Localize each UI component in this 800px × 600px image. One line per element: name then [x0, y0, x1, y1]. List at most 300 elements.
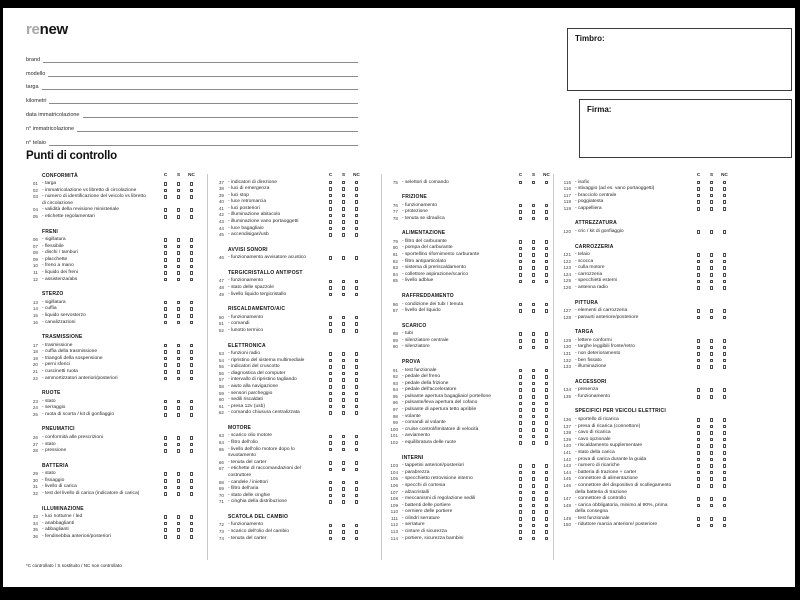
checkbox-c[interactable] [697, 388, 700, 392]
checkbox-c[interactable] [519, 537, 522, 541]
checkbox-s[interactable] [177, 215, 180, 219]
checkbox-c[interactable] [697, 464, 700, 468]
checkbox-nc[interactable] [723, 266, 726, 270]
checkbox-s[interactable] [532, 210, 535, 214]
checkbox-nc[interactable] [723, 451, 726, 455]
checkbox-s[interactable] [177, 314, 180, 318]
checkbox-nc[interactable] [723, 395, 726, 399]
checkbox-s[interactable] [532, 477, 535, 481]
checkbox-c[interactable] [697, 484, 700, 488]
checkbox-nc[interactable] [723, 187, 726, 191]
checkbox-s[interactable] [532, 382, 535, 386]
checkbox-nc[interactable] [545, 382, 548, 386]
checkbox-c[interactable] [697, 477, 700, 481]
checkbox-c[interactable] [697, 260, 700, 264]
checkbox-nc[interactable] [545, 421, 548, 425]
checkbox-c[interactable] [164, 377, 167, 381]
checkbox-s[interactable] [177, 486, 180, 490]
checkbox-s[interactable] [177, 406, 180, 410]
checkbox-c[interactable] [697, 309, 700, 313]
checkbox-c[interactable] [164, 443, 167, 447]
checkbox-nc[interactable] [545, 395, 548, 399]
checkbox-s[interactable] [710, 395, 713, 399]
checkbox-s[interactable] [342, 233, 345, 237]
checkbox-c[interactable] [519, 477, 522, 481]
checkbox-nc[interactable] [190, 265, 193, 269]
checkbox-c[interactable] [519, 435, 522, 439]
checkbox-c[interactable] [164, 314, 167, 318]
form-field-write-line[interactable] [42, 84, 358, 90]
checkbox-c[interactable] [519, 181, 522, 185]
checkbox-s[interactable] [710, 346, 713, 350]
checkbox-c[interactable] [697, 352, 700, 356]
checkbox-s[interactable] [177, 363, 180, 367]
checkbox-nc[interactable] [190, 363, 193, 367]
checkbox-c[interactable] [164, 251, 167, 255]
checkbox-s[interactable] [710, 471, 713, 475]
checkbox-nc[interactable] [190, 344, 193, 348]
checkbox-c[interactable] [329, 524, 332, 528]
checkbox-nc[interactable] [723, 207, 726, 211]
checkbox-s[interactable] [532, 266, 535, 270]
checkbox-nc[interactable] [545, 510, 548, 514]
checkbox-s[interactable] [710, 286, 713, 290]
checkbox-nc[interactable] [190, 350, 193, 354]
checkbox-nc[interactable] [545, 491, 548, 495]
checkbox-s[interactable] [342, 461, 345, 465]
checkbox-c[interactable] [164, 436, 167, 440]
checkbox-c[interactable] [519, 484, 522, 488]
checkbox-c[interactable] [329, 286, 332, 290]
checkbox-c[interactable] [164, 265, 167, 269]
checkbox-nc[interactable] [355, 322, 358, 326]
checkbox-nc[interactable] [545, 181, 548, 185]
checkbox-c[interactable] [697, 471, 700, 475]
checkbox-s[interactable] [342, 392, 345, 396]
form-field-write-line[interactable] [43, 57, 358, 63]
checkbox-nc[interactable] [355, 500, 358, 504]
checkbox-s[interactable] [177, 472, 180, 476]
checkbox-c[interactable] [164, 479, 167, 483]
checkbox-nc[interactable] [190, 522, 193, 526]
checkbox-nc[interactable] [723, 458, 726, 462]
checkbox-c[interactable] [519, 428, 522, 432]
checkbox-nc[interactable] [545, 464, 548, 468]
checkbox-nc[interactable] [545, 537, 548, 541]
checkbox-s[interactable] [342, 194, 345, 198]
checkbox-s[interactable] [710, 194, 713, 198]
checkbox-s[interactable] [710, 517, 713, 521]
checkbox-s[interactable] [532, 415, 535, 419]
checkbox-c[interactable] [164, 472, 167, 476]
checkbox-s[interactable] [532, 537, 535, 541]
checkbox-nc[interactable] [190, 238, 193, 242]
checkbox-c[interactable] [697, 200, 700, 204]
checkbox-s[interactable] [710, 253, 713, 257]
checkbox-s[interactable] [177, 321, 180, 325]
checkbox-c[interactable] [697, 273, 700, 277]
checkbox-s[interactable] [342, 481, 345, 485]
checkbox-c[interactable] [164, 189, 167, 193]
checkbox-s[interactable] [342, 448, 345, 452]
checkbox-nc[interactable] [190, 182, 193, 186]
checkbox-nc[interactable] [545, 332, 548, 336]
checkbox-c[interactable] [329, 293, 332, 297]
checkbox-nc[interactable] [190, 436, 193, 440]
checkbox-s[interactable] [177, 258, 180, 262]
checkbox-s[interactable] [177, 449, 180, 453]
checkbox-c[interactable] [329, 385, 332, 389]
checkbox-nc[interactable] [723, 425, 726, 429]
checkbox-c[interactable] [329, 481, 332, 485]
form-field-write-line[interactable] [49, 140, 358, 146]
checkbox-s[interactable] [177, 377, 180, 381]
checkbox-c[interactable] [519, 253, 522, 257]
checkbox-s[interactable] [532, 464, 535, 468]
checkbox-nc[interactable] [190, 278, 193, 282]
checkbox-s[interactable] [532, 309, 535, 313]
checkbox-c[interactable] [329, 392, 332, 396]
checkbox-nc[interactable] [190, 215, 193, 219]
checkbox-c[interactable] [164, 406, 167, 410]
checkbox-c[interactable] [329, 500, 332, 504]
checkbox-s[interactable] [710, 181, 713, 185]
checkbox-c[interactable] [329, 537, 332, 541]
checkbox-c[interactable] [697, 207, 700, 211]
checkbox-c[interactable] [519, 217, 522, 221]
checkbox-s[interactable] [710, 339, 713, 343]
checkbox-c[interactable] [164, 486, 167, 490]
checkbox-c[interactable] [164, 321, 167, 325]
checkbox-c[interactable] [164, 245, 167, 249]
checkbox-s[interactable] [342, 227, 345, 231]
checkbox-nc[interactable] [723, 194, 726, 198]
checkbox-s[interactable] [342, 524, 345, 528]
checkbox-c[interactable] [697, 458, 700, 462]
checkbox-nc[interactable] [545, 260, 548, 264]
checkbox-s[interactable] [710, 280, 713, 284]
checkbox-s[interactable] [532, 247, 535, 251]
checkbox-c[interactable] [329, 329, 332, 333]
checkbox-s[interactable] [532, 408, 535, 412]
checkbox-nc[interactable] [355, 233, 358, 237]
checkbox-c[interactable] [697, 280, 700, 284]
checkbox-c[interactable] [164, 350, 167, 354]
checkbox-nc[interactable] [190, 321, 193, 325]
checkbox-c[interactable] [519, 441, 522, 445]
checkbox-nc[interactable] [723, 309, 726, 313]
checkbox-nc[interactable] [723, 359, 726, 363]
checkbox-s[interactable] [342, 500, 345, 504]
checkbox-nc[interactable] [190, 195, 193, 199]
checkbox-s[interactable] [710, 418, 713, 422]
checkbox-nc[interactable] [190, 307, 193, 311]
checkbox-s[interactable] [342, 441, 345, 445]
checkbox-nc[interactable] [190, 258, 193, 262]
checkbox-s[interactable] [342, 378, 345, 382]
checkbox-s[interactable] [710, 352, 713, 356]
checkbox-nc[interactable] [355, 494, 358, 498]
checkbox-s[interactable] [177, 413, 180, 417]
checkbox-c[interactable] [519, 471, 522, 475]
checkbox-s[interactable] [177, 400, 180, 404]
checkbox-c[interactable] [164, 258, 167, 262]
checkbox-nc[interactable] [545, 309, 548, 313]
checkbox-nc[interactable] [545, 303, 548, 307]
checkbox-nc[interactable] [545, 471, 548, 475]
checkbox-s[interactable] [342, 329, 345, 333]
checkbox-s[interactable] [532, 280, 535, 284]
checkbox-c[interactable] [329, 316, 332, 320]
checkbox-s[interactable] [710, 444, 713, 448]
checkbox-nc[interactable] [723, 273, 726, 277]
checkbox-nc[interactable] [723, 477, 726, 481]
checkbox-nc[interactable] [355, 385, 358, 389]
checkbox-nc[interactable] [355, 378, 358, 382]
checkbox-s[interactable] [532, 497, 535, 501]
checkbox-c[interactable] [697, 316, 700, 320]
checkbox-s[interactable] [710, 388, 713, 392]
checkbox-nc[interactable] [355, 181, 358, 185]
checkbox-c[interactable] [697, 504, 700, 508]
form-field-write-line[interactable] [77, 126, 358, 132]
checkbox-nc[interactable] [545, 375, 548, 379]
checkbox-nc[interactable] [545, 204, 548, 208]
checkbox-c[interactable] [697, 431, 700, 435]
checkbox-c[interactable] [329, 468, 332, 472]
checkbox-c[interactable] [519, 421, 522, 425]
checkbox-nc[interactable] [545, 435, 548, 439]
checkbox-nc[interactable] [545, 266, 548, 270]
checkbox-nc[interactable] [545, 402, 548, 406]
checkbox-s[interactable] [710, 260, 713, 264]
checkbox-s[interactable] [532, 510, 535, 514]
checkbox-c[interactable] [329, 220, 332, 224]
checkbox-nc[interactable] [723, 484, 726, 488]
checkbox-c[interactable] [697, 444, 700, 448]
checkbox-s[interactable] [177, 357, 180, 361]
checkbox-c[interactable] [329, 405, 332, 409]
checkbox-nc[interactable] [545, 210, 548, 214]
checkbox-nc[interactable] [190, 189, 193, 193]
checkbox-s[interactable] [177, 245, 180, 249]
checkbox-nc[interactable] [190, 413, 193, 417]
checkbox-c[interactable] [697, 425, 700, 429]
checkbox-s[interactable] [342, 359, 345, 363]
checkbox-c[interactable] [329, 352, 332, 356]
checkbox-c[interactable] [697, 286, 700, 290]
form-field-write-line[interactable] [49, 98, 358, 104]
checkbox-nc[interactable] [723, 286, 726, 290]
checkbox-s[interactable] [710, 438, 713, 442]
checkbox-c[interactable] [519, 524, 522, 528]
checkbox-c[interactable] [329, 411, 332, 415]
checkbox-s[interactable] [532, 517, 535, 521]
checkbox-c[interactable] [164, 528, 167, 532]
checkbox-s[interactable] [342, 187, 345, 191]
checkbox-s[interactable] [532, 375, 535, 379]
checkbox-s[interactable] [710, 273, 713, 277]
checkbox-nc[interactable] [190, 492, 193, 496]
checkbox-c[interactable] [697, 418, 700, 422]
checkbox-nc[interactable] [355, 316, 358, 320]
checkbox-c[interactable] [164, 363, 167, 367]
checkbox-c[interactable] [164, 492, 167, 496]
checkbox-s[interactable] [177, 251, 180, 255]
checkbox-c[interactable] [519, 280, 522, 284]
checkbox-c[interactable] [164, 278, 167, 282]
checkbox-c[interactable] [697, 497, 700, 501]
checkbox-nc[interactable] [355, 392, 358, 396]
checkbox-nc[interactable] [545, 369, 548, 373]
checkbox-s[interactable] [532, 504, 535, 508]
checkbox-s[interactable] [710, 484, 713, 488]
checkbox-c[interactable] [519, 309, 522, 313]
checkbox-s[interactable] [532, 428, 535, 432]
checkbox-c[interactable] [519, 210, 522, 214]
checkbox-nc[interactable] [545, 346, 548, 350]
checkbox-s[interactable] [342, 385, 345, 389]
checkbox-nc[interactable] [355, 405, 358, 409]
checkbox-s[interactable] [342, 411, 345, 415]
checkbox-s[interactable] [342, 293, 345, 297]
checkbox-nc[interactable] [545, 530, 548, 534]
checkbox-s[interactable] [532, 441, 535, 445]
checkbox-c[interactable] [697, 451, 700, 455]
checkbox-c[interactable] [164, 271, 167, 275]
checkbox-c[interactable] [519, 517, 522, 521]
checkbox-s[interactable] [710, 477, 713, 481]
checkbox-c[interactable] [329, 448, 332, 452]
checkbox-c[interactable] [697, 365, 700, 369]
checkbox-s[interactable] [342, 352, 345, 356]
checkbox-s[interactable] [532, 530, 535, 534]
checkbox-nc[interactable] [355, 286, 358, 290]
checkbox-s[interactable] [177, 195, 180, 199]
checkbox-c[interactable] [164, 301, 167, 305]
checkbox-nc[interactable] [723, 200, 726, 204]
checkbox-c[interactable] [519, 273, 522, 277]
checkbox-nc[interactable] [723, 346, 726, 350]
checkbox-nc[interactable] [545, 280, 548, 284]
checkbox-c[interactable] [697, 266, 700, 270]
checkbox-nc[interactable] [190, 301, 193, 305]
checkbox-nc[interactable] [355, 352, 358, 356]
checkbox-s[interactable] [342, 280, 345, 284]
checkbox-s[interactable] [342, 530, 345, 534]
checkbox-nc[interactable] [545, 477, 548, 481]
checkbox-c[interactable] [164, 535, 167, 539]
checkbox-c[interactable] [164, 182, 167, 186]
checkbox-c[interactable] [164, 208, 167, 212]
checkbox-s[interactable] [532, 240, 535, 244]
checkbox-c[interactable] [519, 339, 522, 343]
checkbox-s[interactable] [177, 370, 180, 374]
checkbox-c[interactable] [329, 461, 332, 465]
checkbox-s[interactable] [532, 253, 535, 257]
checkbox-nc[interactable] [355, 448, 358, 452]
checkbox-c[interactable] [519, 260, 522, 264]
checkbox-c[interactable] [697, 339, 700, 343]
checkbox-nc[interactable] [355, 256, 358, 260]
checkbox-nc[interactable] [723, 352, 726, 356]
checkbox-s[interactable] [177, 238, 180, 242]
checkbox-nc[interactable] [190, 314, 193, 318]
checkbox-nc[interactable] [723, 365, 726, 369]
checkbox-s[interactable] [177, 307, 180, 311]
checkbox-c[interactable] [164, 215, 167, 219]
checkbox-s[interactable] [342, 468, 345, 472]
checkbox-c[interactable] [519, 530, 522, 534]
checkbox-c[interactable] [329, 487, 332, 491]
checkbox-s[interactable] [710, 230, 713, 234]
checkbox-nc[interactable] [355, 293, 358, 297]
checkbox-c[interactable] [519, 491, 522, 495]
checkbox-c[interactable] [519, 369, 522, 373]
checkbox-nc[interactable] [723, 230, 726, 234]
checkbox-s[interactable] [532, 395, 535, 399]
checkbox-nc[interactable] [355, 441, 358, 445]
checkbox-nc[interactable] [190, 528, 193, 532]
checkbox-s[interactable] [532, 217, 535, 221]
checkbox-c[interactable] [329, 227, 332, 231]
checkbox-nc[interactable] [723, 517, 726, 521]
checkbox-nc[interactable] [190, 370, 193, 374]
checkbox-nc[interactable] [723, 339, 726, 343]
checkbox-c[interactable] [519, 408, 522, 412]
checkbox-s[interactable] [710, 451, 713, 455]
checkbox-c[interactable] [329, 435, 332, 439]
checkbox-nc[interactable] [723, 464, 726, 468]
checkbox-c[interactable] [164, 195, 167, 199]
checkbox-s[interactable] [342, 494, 345, 498]
checkbox-c[interactable] [164, 413, 167, 417]
checkbox-s[interactable] [710, 425, 713, 429]
checkbox-s[interactable] [710, 431, 713, 435]
checkbox-nc[interactable] [355, 200, 358, 204]
checkbox-nc[interactable] [355, 214, 358, 218]
checkbox-nc[interactable] [355, 280, 358, 284]
checkbox-nc[interactable] [545, 339, 548, 343]
checkbox-c[interactable] [329, 365, 332, 369]
checkbox-s[interactable] [177, 535, 180, 539]
checkbox-c[interactable] [697, 395, 700, 399]
checkbox-c[interactable] [697, 194, 700, 198]
checkbox-c[interactable] [164, 357, 167, 361]
checkbox-s[interactable] [710, 309, 713, 313]
checkbox-s[interactable] [342, 398, 345, 402]
checkbox-c[interactable] [329, 214, 332, 218]
checkbox-nc[interactable] [723, 438, 726, 442]
checkbox-nc[interactable] [355, 537, 358, 541]
checkbox-s[interactable] [177, 189, 180, 193]
checkbox-c[interactable] [519, 415, 522, 419]
checkbox-nc[interactable] [723, 431, 726, 435]
checkbox-nc[interactable] [723, 181, 726, 185]
checkbox-s[interactable] [342, 220, 345, 224]
checkbox-s[interactable] [710, 200, 713, 204]
checkbox-s[interactable] [532, 204, 535, 208]
checkbox-nc[interactable] [545, 441, 548, 445]
checkbox-s[interactable] [177, 350, 180, 354]
checkbox-s[interactable] [342, 322, 345, 326]
checkbox-nc[interactable] [355, 481, 358, 485]
checkbox-s[interactable] [710, 187, 713, 191]
checkbox-s[interactable] [532, 421, 535, 425]
checkbox-s[interactable] [177, 492, 180, 496]
checkbox-c[interactable] [519, 395, 522, 399]
checkbox-c[interactable] [329, 530, 332, 534]
